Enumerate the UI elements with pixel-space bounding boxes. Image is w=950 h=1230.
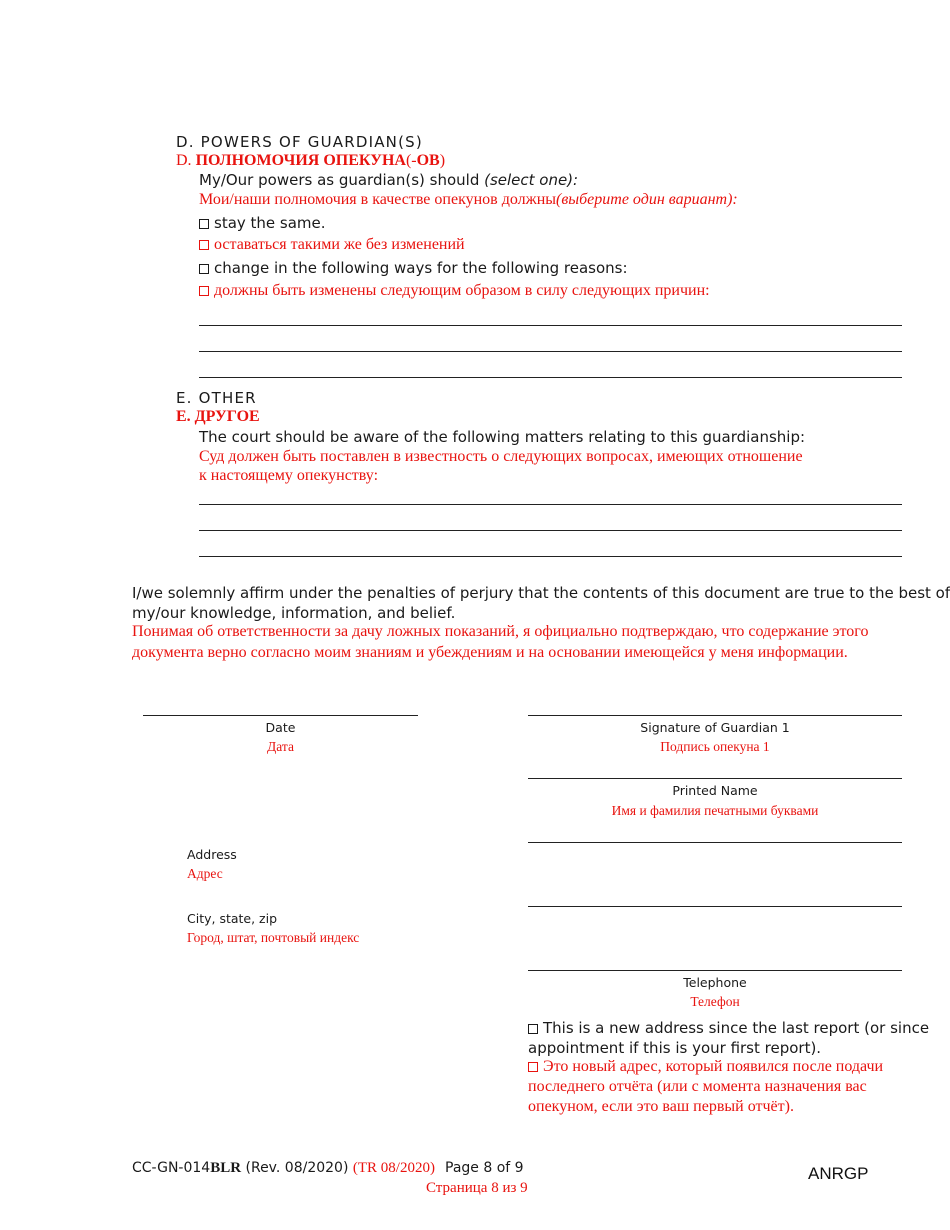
form-code: ANRGP bbox=[808, 1164, 869, 1183]
city-line[interactable] bbox=[528, 906, 902, 907]
affirmation-en-2: my/our knowledge, information, and belief. bbox=[132, 604, 456, 622]
date-label: Date bbox=[265, 720, 296, 735]
city-label: City, state, zip bbox=[187, 911, 278, 926]
option-stay-same-ru[interactable]: оставаться такими же без изменений bbox=[199, 236, 465, 254]
new-address-ru-2: последнего отчёта (или с момента назначения вас bbox=[528, 1078, 867, 1095]
section-d-prompt: My/Our powers as guardian(s) should (select one): bbox=[199, 171, 579, 189]
new-address-option-2: appointment if this is your first report). bbox=[528, 1039, 822, 1057]
date-line[interactable] bbox=[143, 715, 418, 716]
section-e-prompt-ru-2: к настоящему опекунству: bbox=[199, 467, 379, 484]
affirmation-ru-1: Понимая об ответственности за дачу ложных показаний, я официально подтверждаю, что содержание этого bbox=[132, 623, 869, 640]
address-line[interactable] bbox=[528, 842, 902, 843]
answer-line[interactable] bbox=[199, 377, 902, 378]
printed-name-label: Printed Name bbox=[672, 783, 758, 798]
section-d-title-ru: D. ПОЛНОМОЧИЯ ОПЕКУНА(-ОВ) bbox=[176, 152, 446, 169]
checkbox-icon[interactable] bbox=[199, 286, 209, 296]
signature-line[interactable] bbox=[528, 715, 902, 716]
address-label: Address bbox=[187, 847, 237, 862]
section-d-prompt-ru: Мои/наши полномочия в качестве опекунов должны(выберите один вариант): bbox=[199, 191, 738, 208]
signature-label-ru: Подпись опекуна 1 bbox=[660, 739, 770, 754]
affirmation-en-1: I/we solemnly affirm under the penalties of perjury that the contents of this document are true to the best of bbox=[132, 584, 950, 602]
section-e-title: E. OTHER bbox=[176, 389, 257, 407]
answer-line[interactable] bbox=[199, 351, 902, 352]
answer-line[interactable] bbox=[199, 504, 902, 505]
checkbox-icon[interactable] bbox=[528, 1024, 538, 1034]
form-number: CC-GN-014BLR (Rev. 08/2020) (TR 08/2020) bbox=[132, 1160, 435, 1176]
telephone-label: Telephone bbox=[683, 975, 747, 990]
checkbox-icon[interactable] bbox=[528, 1062, 538, 1072]
section-e-prompt-ru-1: Суд должен быть поставлен в известность о следующих вопросах, имеющих отношение bbox=[199, 448, 803, 465]
answer-line[interactable] bbox=[199, 556, 902, 557]
section-e-prompt: The court should be aware of the following matters relating to this guardianship: bbox=[199, 428, 806, 446]
address-label-ru: Адрес bbox=[187, 866, 223, 881]
page-number: Page 8 of 9 bbox=[445, 1160, 524, 1176]
printed-name-label-ru: Имя и фамилия печатными буквами bbox=[611, 803, 819, 818]
city-label-ru: Город, штат, почтовый индекс bbox=[187, 930, 360, 945]
checkbox-icon[interactable] bbox=[199, 240, 209, 250]
signature-label: Signature of Guardian 1 bbox=[640, 720, 790, 735]
option-change-ru[interactable]: должны быть изменены следующим образом в силу следующих причин: bbox=[199, 282, 710, 300]
checkbox-icon[interactable] bbox=[199, 264, 209, 274]
section-d-title: D. POWERS OF GUARDIAN(S) bbox=[176, 133, 423, 151]
telephone-label-ru: Телефон bbox=[690, 994, 740, 1009]
option-change[interactable]: change in the following ways for the following reasons: bbox=[199, 259, 628, 277]
printed-name-line[interactable] bbox=[528, 778, 902, 779]
new-address-option[interactable]: This is a new address since the last report (or since bbox=[528, 1019, 929, 1037]
date-label-ru: Дата bbox=[267, 739, 294, 754]
page-number-ru: Страница 8 из 9 bbox=[426, 1180, 528, 1196]
section-e-title-ru: Е. ДРУГОЕ bbox=[176, 408, 260, 425]
answer-line[interactable] bbox=[199, 325, 902, 326]
new-address-ru-3: опекуном, если это ваш первый отчёт). bbox=[528, 1098, 794, 1115]
option-stay-same[interactable]: stay the same. bbox=[199, 214, 326, 232]
checkbox-icon[interactable] bbox=[199, 219, 209, 229]
new-address-option-ru[interactable]: Это новый адрес, который появился после подачи bbox=[528, 1058, 883, 1076]
answer-line[interactable] bbox=[199, 530, 902, 531]
telephone-line[interactable] bbox=[528, 970, 902, 971]
affirmation-ru-2: документа верно согласно моим знаниям и убеждениям и на основании имеющейся у меня информации. bbox=[132, 644, 848, 661]
